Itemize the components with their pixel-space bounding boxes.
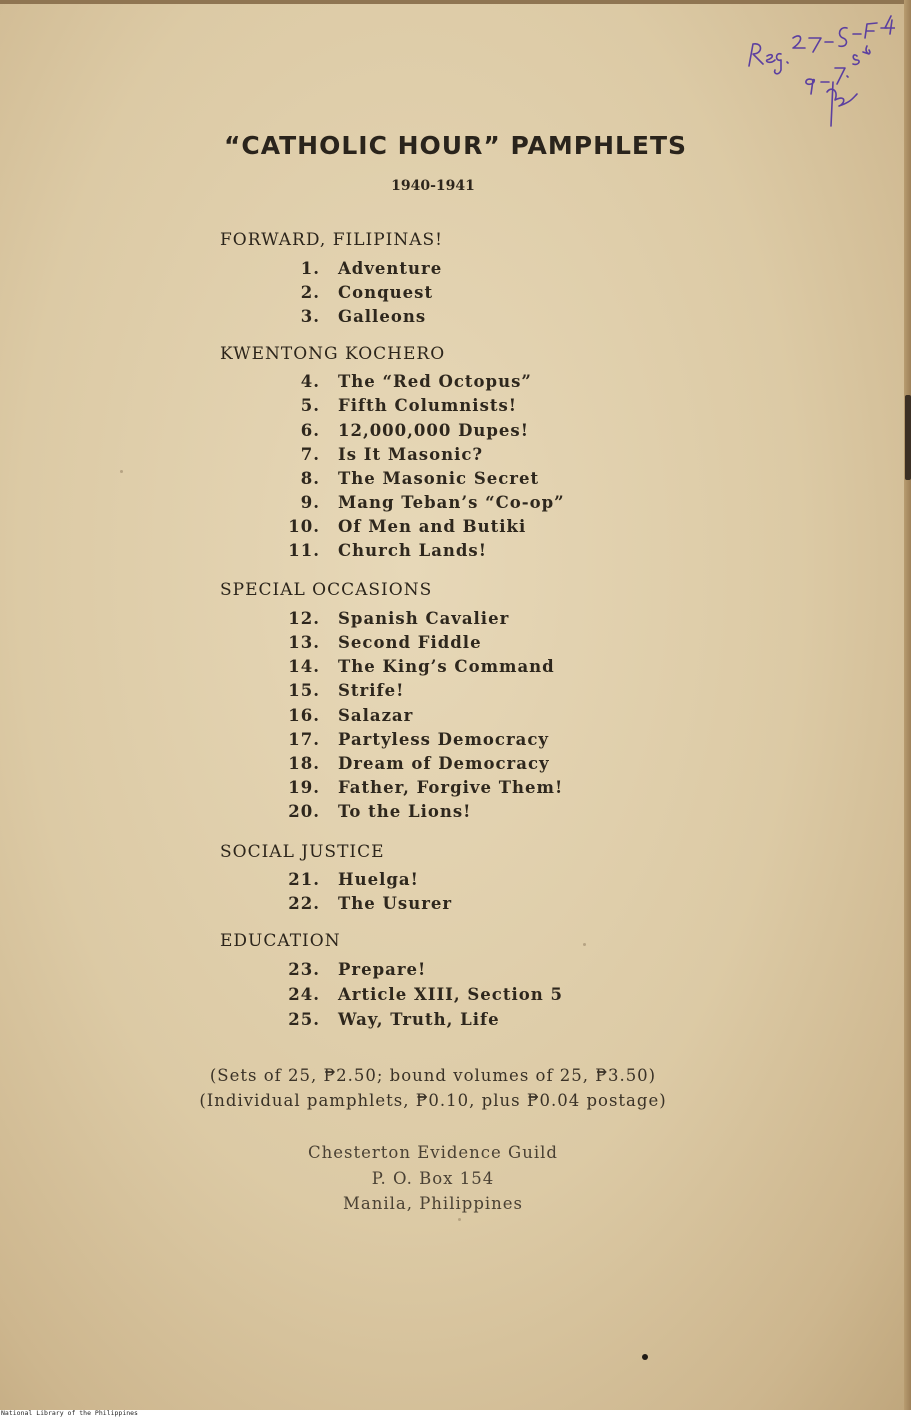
item-number: 21. xyxy=(288,870,320,889)
price-line-individual: (Individual pamphlets, ₱0.10, plus ₱0.04 postage) xyxy=(199,1091,667,1110)
item-number: 6. xyxy=(300,421,320,440)
item-number: 24. xyxy=(288,985,320,1004)
section-heading-special-occasions: SPECIAL OCCASIONS xyxy=(220,580,433,600)
item-title: Partyless Democracy xyxy=(338,730,549,749)
item-title: Way, Truth, Life xyxy=(338,1010,500,1029)
section-heading-education: EDUCATION xyxy=(220,931,341,951)
document-title: “CATHOLIC HOUR” PAMPHLETS xyxy=(223,131,688,160)
item-number: 3. xyxy=(300,307,320,326)
price-line-sets: (Sets of 25, ₱2.50; bound volumes of 25, ₱3.50) xyxy=(209,1066,657,1085)
item-number: 11. xyxy=(288,541,320,560)
item-title: The Usurer xyxy=(338,894,453,913)
paper-speck xyxy=(120,470,123,473)
item-title: Salazar xyxy=(338,706,414,725)
ink-dot xyxy=(642,1354,648,1360)
item-number: 22. xyxy=(288,894,320,913)
footer-credit: National Library of the Philippines xyxy=(1,1409,138,1417)
item-number: 15. xyxy=(288,681,320,700)
item-title: Adventure xyxy=(338,259,443,278)
item-number: 20. xyxy=(288,802,320,821)
item-number: 14. xyxy=(288,657,320,676)
item-number: 2. xyxy=(300,283,320,302)
section-heading-kwentong-kochero: KWENTONG KOCHERO xyxy=(220,344,446,364)
publisher-name: Chesterton Evidence Guild xyxy=(308,1143,558,1162)
item-number: 23. xyxy=(288,960,320,979)
publisher-city: Manila, Philippines xyxy=(342,1194,524,1213)
item-title: Dream of Democracy xyxy=(338,754,550,773)
item-title: 12,000,000 Dupes! xyxy=(338,421,529,440)
item-number: 25. xyxy=(288,1010,320,1029)
item-number: 1. xyxy=(300,259,320,278)
item-title: Church Lands! xyxy=(338,541,487,560)
item-number: 13. xyxy=(288,633,320,652)
page-right-edge xyxy=(904,0,911,1410)
item-number: 12. xyxy=(288,609,320,628)
publisher-box: P. O. Box 154 xyxy=(371,1169,495,1188)
item-number: 16. xyxy=(288,706,320,725)
item-number: 8. xyxy=(300,469,320,488)
item-number: 17. xyxy=(288,730,320,749)
page-top-edge xyxy=(0,0,911,4)
item-number: 18. xyxy=(288,754,320,773)
item-number: 10. xyxy=(288,517,320,536)
item-title: Second Fiddle xyxy=(338,633,482,652)
item-title: The Masonic Secret xyxy=(338,469,540,488)
handwritten-registration-note xyxy=(735,8,895,138)
item-number: 5. xyxy=(300,396,320,415)
section-heading-forward-filipinas: FORWARD, FILIPINAS! xyxy=(220,230,443,250)
document-years: 1940-1941 xyxy=(391,178,475,194)
section-heading-social-justice: SOCIAL JUSTICE xyxy=(220,842,385,862)
item-title: To the Lions! xyxy=(338,802,472,821)
item-title: Mang Teban’s “Co-op” xyxy=(338,493,565,512)
item-title: Fifth Columnists! xyxy=(338,396,518,415)
paper-speck xyxy=(583,943,586,946)
paper-speck xyxy=(458,1218,461,1221)
item-title: Article XIII, Section 5 xyxy=(338,985,563,1004)
item-number: 7. xyxy=(300,445,320,464)
binding-mark xyxy=(905,395,911,480)
item-title: Huelga! xyxy=(338,870,419,889)
item-title: Is It Masonic? xyxy=(338,445,484,464)
item-title: Father, Forgive Them! xyxy=(338,778,564,797)
item-title: Of Men and Butiki xyxy=(338,517,527,536)
item-title: Spanish Cavalier xyxy=(338,609,510,628)
item-title: Galleons xyxy=(338,307,427,326)
item-title: The “Red Octopus” xyxy=(338,372,532,391)
item-number: 9. xyxy=(300,493,320,512)
item-title: Strife! xyxy=(338,681,405,700)
item-number: 19. xyxy=(288,778,320,797)
item-title: Prepare! xyxy=(338,960,427,979)
item-title: The King’s Command xyxy=(338,657,555,676)
item-number: 4. xyxy=(300,372,320,391)
item-title: Conquest xyxy=(338,283,434,302)
